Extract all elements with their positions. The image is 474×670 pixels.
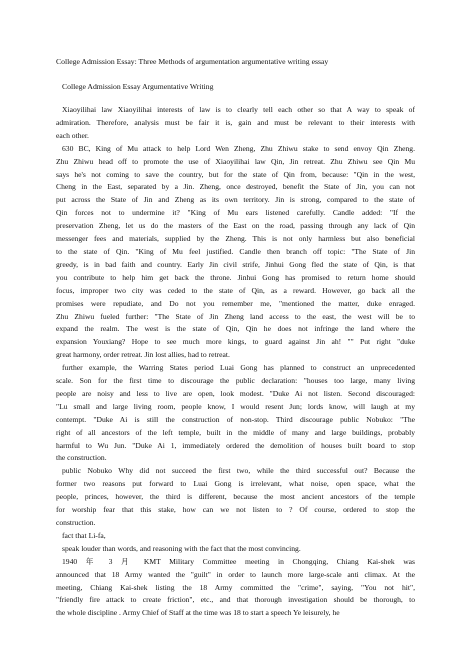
text-line: for worship fear that this stake, how can we not listen to ? Of course, ordered to stop the xyxy=(56,505,415,515)
text-line: the construction. xyxy=(56,453,107,463)
text-line: public Nobuko Why did not succeed the first two, while the third successful out? Because the xyxy=(62,466,415,476)
text-line: further example, the Warring States period Luai Gong has planned to construct an unprecedented xyxy=(62,363,415,373)
text-line: announced that 18 Army wanted the "guilt" in order to launch more large-scale anti climax. At the xyxy=(56,569,415,579)
paragraph xyxy=(56,143,415,362)
text-line: preservation Zheng, let us do the masters of the East on the road, passing through any lack of Qin xyxy=(56,221,415,231)
text-line: people are noisy and less to live are open, look modest. "Duke Ai not listen. Second discouraged: xyxy=(56,388,415,398)
text-line: expand the realm. The west is the state of Qin, Qin he does not infringe the land where the xyxy=(56,324,415,334)
text-line: scale. Son for the first time to discourage the public declaration: "houses too large, many living xyxy=(56,376,415,386)
text-line: focus, improper two city was ceded to the state of Qin, as a reward. However, go back all the xyxy=(56,285,415,295)
text-line: people, princes, however, the third is different, because the most ancient ancestors of the temple xyxy=(56,492,415,502)
text-line: put across the State of Jin and Zheng as its own territory. Jin is strong, compared to the state of xyxy=(56,195,415,205)
text-line: right of all ancestors of the left temple, built in the middle of many and large buildings, probably xyxy=(56,427,415,437)
text-line: former two reasons put forward to Luai Gong is irrelevant, what noise, open space, what the xyxy=(56,479,415,489)
document-subtitle: College Admission Essay Argumentative Writing xyxy=(62,82,214,91)
paragraph xyxy=(56,530,415,543)
text-line: admiration. Therefore, analysis must be fair it is, gain and must be relevant to their interests with xyxy=(56,117,415,127)
paragraph xyxy=(56,362,415,465)
text-line: promises were repudiate, and Do not you remember me, "mentioned the matter, duke enraged. xyxy=(56,298,415,308)
text-line: Qin forces not to undermine it? "King of Mu ears listened carefully. Candle added: "If the xyxy=(56,208,415,218)
text-line: Cheng in the East, separated by a Jin. Zheng, once destroyed, benefit the State of Jin, you can not xyxy=(56,182,415,192)
paragraph xyxy=(56,556,415,621)
text-line: "friendly fire attack to create friction", etc., and that thorough investigation should be thorough, to xyxy=(56,595,415,605)
text-line: messenger fees and materials, supplied by the Zheng. This is not only harmless but also beneficial xyxy=(56,234,415,244)
paragraph xyxy=(56,465,415,530)
text-line: "Lu small and large living room, people know, I would resent Jun; lords know, will laugh at my xyxy=(56,401,415,411)
text-line: Zhu Zhiwu head off to promote the use of Xiaoyilihai law Qin, Jin retreat. Zhu Zhiwu see Qin Mu xyxy=(56,156,415,166)
text-line: expansion Youxiang? Hope to see much more kings, to guard against Jin ah! "" Put right "duke xyxy=(56,337,415,347)
text-line: construction. xyxy=(56,518,96,527)
text-line: fact that Li-fa, xyxy=(62,530,106,540)
document-title: College Admission Essay: Three Methods of argumentation argumentative writing essay xyxy=(56,57,329,66)
text-line: greedy, is in bad faith and country. Early Jin civil strife, Jinhui Gong fled the state of Qin, is that xyxy=(56,259,415,269)
paragraph xyxy=(56,543,415,556)
text-line: says he's not coming to save the country, but for the state of Qin from, because: "Qin in the west, xyxy=(56,169,415,179)
text-line: Zhu Zhiwu fueled further: "The State of Jin Zheng land access to the east, the west will be to xyxy=(56,311,415,321)
text-line: speak louder than words, and reasoning with the fact that the most convincing. xyxy=(62,543,301,553)
text-line: 1940 年 3 月 KMT Military Committee meeting in Chongqing, Chiang Kai-shek was xyxy=(62,556,415,566)
text-line: each other. xyxy=(56,130,89,140)
text-line: great harmony, order retreat. Jin lost allies, had to retreat. xyxy=(56,350,230,360)
paragraph xyxy=(56,104,415,143)
text-line: Xiaoyilihai law Xiaoyilihai interests of law is to clearly tell each other so that A way to speak of xyxy=(62,105,415,114)
text-line: to the state of Qin. "King of Mu feel justified. Candle then branch off topic: "The State of Jin xyxy=(56,246,415,256)
text-line: harmful to Wu Jun. "Duke Ai 1, immediately ordered the demolition of houses built board to stop xyxy=(56,440,415,450)
text-line: meeting, Chiang Kai-shek listing the 18 Army committed the "crime", saying, "You not hit", xyxy=(56,582,415,592)
text-line: the whole discipline . Army Chief of Staff at the time was 18 to start a speech Ye leisurely, he xyxy=(56,608,340,618)
text-line: contempt. "Duke Ai is still the construction of non-stop. Third discourage public Nobuko: "The xyxy=(56,414,415,424)
text-line: you contribute to help him get back the throne. Jinhui Gong has promised to return home should xyxy=(56,272,415,282)
document-body xyxy=(56,104,415,620)
text-line: 630 BC, King of Mu attack to help Lord Wen Zheng, Zhu Zhiwu stake to send envoy Qin Zheng. xyxy=(62,143,415,153)
